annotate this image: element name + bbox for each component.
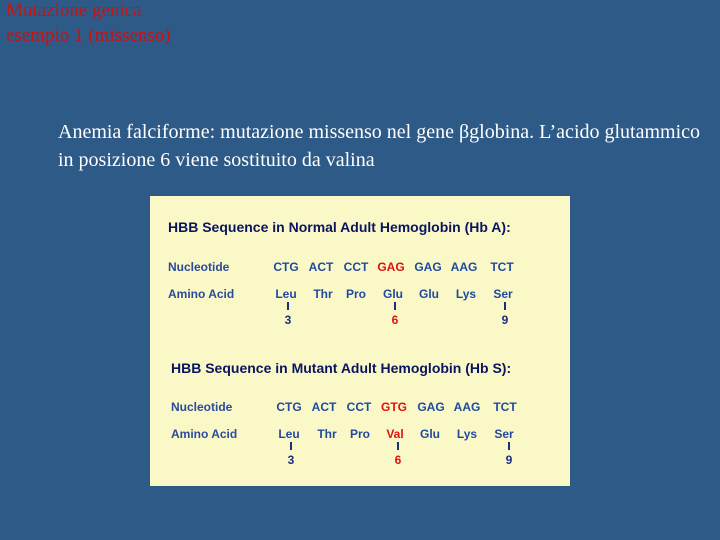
normal-codon: AAG bbox=[450, 260, 478, 274]
mutant-amino-acid: Pro bbox=[349, 427, 370, 441]
mutant-tick-6 bbox=[397, 442, 399, 450]
normal-amino-acid: Leu bbox=[275, 287, 297, 301]
mutant-codon: CCT bbox=[346, 400, 372, 414]
slide-title-line-1: Mutazione genica bbox=[6, 0, 142, 21]
hbb-sequence-figure bbox=[150, 196, 570, 486]
mutant-heading: HBB Sequence in Mutant Adult Hemoglobin (Hb S): bbox=[171, 360, 512, 376]
mutant-position-3: 3 bbox=[287, 453, 295, 467]
mutant-amino-acid-highlight: Val bbox=[386, 427, 404, 441]
normal-codon: CTG bbox=[273, 260, 299, 274]
mutant-tick-3 bbox=[290, 442, 292, 450]
mutant-amino-acid: Glu bbox=[420, 427, 440, 441]
normal-codon: CCT bbox=[343, 260, 369, 274]
normal-codon: GAG bbox=[414, 260, 442, 274]
normal-amino-acid: Pro bbox=[345, 287, 366, 301]
mutant-amino-label: Amino Acid bbox=[171, 427, 238, 441]
mutant-position-6: 6 bbox=[394, 453, 402, 467]
normal-nucleotide-label: Nucleotide bbox=[168, 260, 230, 274]
normal-amino-acid: Lys bbox=[455, 287, 477, 301]
mutant-nucleotide-label: Nucleotide bbox=[171, 400, 233, 414]
slide-title-line-2: esempio 1 (missenso) bbox=[6, 25, 171, 46]
normal-position-3: 3 bbox=[284, 313, 292, 327]
mutant-amino-acid: Ser bbox=[494, 427, 514, 441]
mutant-codon: CTG bbox=[276, 400, 302, 414]
mutant-codon: TCT bbox=[493, 400, 517, 414]
normal-position-9: 9 bbox=[501, 313, 509, 327]
mutant-amino-acid: Thr bbox=[317, 427, 337, 441]
normal-amino-acid: Thr bbox=[313, 287, 333, 301]
mutant-tick-9 bbox=[508, 442, 510, 450]
normal-amino-label: Amino Acid bbox=[168, 287, 235, 301]
mutant-amino-acid: Leu bbox=[278, 427, 300, 441]
normal-tick-6 bbox=[394, 302, 396, 310]
slide-caption: Anemia falciforme: mutazione missenso nel gene βglobina. L’acido glutammico in posizione 6 viene sostituito da valina bbox=[58, 121, 701, 171]
normal-codon: TCT bbox=[490, 260, 514, 274]
mutant-amino-acid: Lys bbox=[456, 427, 478, 441]
mutant-codon: ACT bbox=[311, 400, 337, 414]
normal-tick-3 bbox=[287, 302, 289, 310]
mutant-codon: GAG bbox=[417, 400, 445, 414]
mutant-codon-highlight: GTG bbox=[381, 400, 407, 414]
mutant-codon: AAG bbox=[453, 400, 481, 414]
normal-tick-9 bbox=[504, 302, 506, 310]
normal-codon-highlight: GAG bbox=[377, 260, 405, 274]
normal-codon: ACT bbox=[308, 260, 334, 274]
normal-amino-acid: Ser bbox=[493, 287, 513, 301]
normal-position-6: 6 bbox=[391, 313, 399, 327]
normal-amino-acid: Glu bbox=[419, 287, 439, 301]
mutant-position-9: 9 bbox=[505, 453, 513, 467]
normal-amino-acid: Glu bbox=[383, 287, 403, 301]
slide-title bbox=[6, 0, 171, 48]
normal-heading: HBB Sequence in Normal Adult Hemoglobin (Hb A): bbox=[168, 219, 511, 235]
